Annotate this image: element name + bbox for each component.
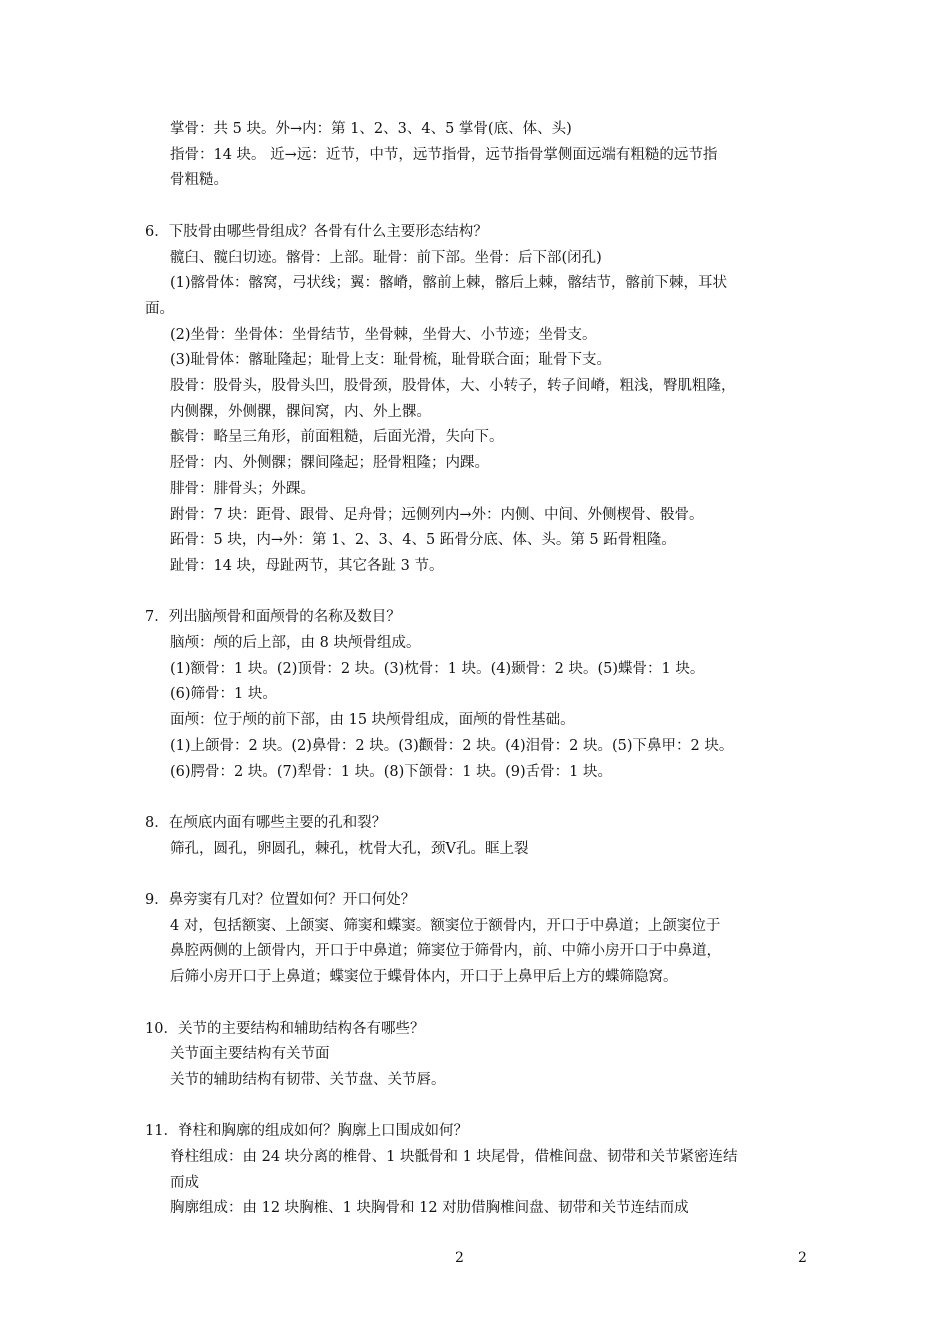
- text-line: 脑颅：颅的后上部，由 8 块颅骨组成。: [170, 635, 421, 652]
- text-line: 跗骨：7 块：距骨、跟骨、足舟骨；远侧列内→外：内侧、中间、外侧楔骨、骰骨。: [170, 506, 704, 523]
- text-line: 关节面主要结构有关节面: [170, 1046, 330, 1063]
- paragraph-gap: [145, 991, 810, 1017]
- question-line: 11．脊柱和胸廓的组成如何？胸廓上口围成如何？: [145, 1123, 468, 1140]
- text-line: 面颅：位于颅的前下部，由 15 块颅骨组成，面颅的骨性基础。: [170, 712, 575, 729]
- text-line: 髌骨：略呈三角形，前面粗糙，后面光滑，失向下。: [170, 429, 504, 446]
- text-line: 骨粗糙。: [170, 172, 228, 189]
- paragraph-gap: [145, 194, 810, 220]
- text-line: 内侧髁，外侧髁，髁间窝，内、外上髁。: [170, 403, 431, 420]
- question-line: 7．列出脑颅骨和面颅骨的名称及数目？: [145, 609, 401, 626]
- paragraph-gap: [145, 862, 810, 888]
- text-line: 鼻腔两侧的上颌骨内，开口于中鼻道；筛窦位于筛骨内，前、中筛小房开口于中鼻道，: [170, 943, 721, 960]
- question-line: 面。: [145, 300, 174, 317]
- question-line: 6．下肢骨由哪些骨组成？各骨有什么主要形态结构？: [145, 223, 488, 240]
- text-line: 趾骨：14 块，母趾两节，其它各趾 3 节。: [170, 557, 444, 574]
- text-line: 胸廓组成：由 12 块胸椎、1 块胸骨和 12 对肋借胸椎间盘、韧带和关节连结而成: [170, 1200, 689, 1217]
- text-line: (1)上颌骨：2 块。(2)鼻骨：2 块。(3)颧骨：2 块。(4)泪骨：2 块。(5)下鼻甲：2 块。: [170, 737, 734, 754]
- text-line: 跖骨：5 块，内→外：第 1、2、3、4、5 跖骨分底、体、头。第 5 跖骨粗隆。: [170, 532, 676, 549]
- question-line: 10．关节的主要结构和辅助结构各有哪些？: [145, 1020, 425, 1037]
- text-line: (6)筛骨：1 块。: [170, 686, 277, 703]
- text-line: 4 对，包括额窦、上颌窦、筛窦和蝶窦。额窦位于额骨内，开口于中鼻道；上颌窦位于: [170, 917, 721, 934]
- text-line: 脊柱组成：由 24 块分离的椎骨、1 块骶骨和 1 块尾骨，借椎间盘、韧带和关节紧密连结: [170, 1149, 738, 1166]
- page-number-center: 2: [455, 1250, 464, 1266]
- text-line: 髋臼、髋臼切迹。髂骨：上部。耻骨：前下部。坐骨：后下部(闭孔): [170, 249, 602, 266]
- page-number-right: 2: [798, 1250, 807, 1266]
- question-line: 9．鼻旁窦有几对？位置如何？开口何处？: [145, 892, 416, 909]
- text-line: (2)坐骨：坐骨体：坐骨结节，坐骨棘，坐骨大、小节迹；坐骨支。: [170, 326, 597, 343]
- paragraph-gap: [145, 785, 810, 811]
- text-line: (6)腭骨：2 块。(7)犁骨：1 块。(8)下颌骨：1 块。(9)舌骨：1 块。: [170, 763, 612, 780]
- text-line: 关节的辅助结构有韧带、关节盘、关节唇。: [170, 1071, 446, 1088]
- text-line: 筛孔，圆孔，卵圆孔，棘孔，枕骨大孔，颈Ⅴ孔。眶上裂: [170, 840, 529, 857]
- text-line: 而成: [170, 1174, 199, 1191]
- text-line: (1)髂骨体：髂窝，弓状线；翼：髂嵴，髂前上棘，髂后上棘，髂结节，髂前下棘，耳状: [170, 275, 728, 292]
- text-line: 股骨：股骨头，股骨头凹，股骨颈，股骨体，大、小转子，转子间嵴，粗浅，臀肌粗隆，: [170, 378, 736, 395]
- question-line: 8．在颅底内面有哪些主要的孔和裂？: [145, 814, 387, 831]
- text-line: 后筛小房开口于上鼻道；蝶窦位于蝶骨体内，开口于上鼻甲后上方的蝶筛隐窝。: [170, 969, 678, 986]
- text-line: 腓骨：腓骨头；外踝。: [170, 480, 315, 497]
- paragraph-gap: [145, 1094, 810, 1120]
- text-line: 胫骨：内、外侧髁；髁间隆起；胫骨粗隆；内踝。: [170, 455, 489, 472]
- text-line: (1)额骨：1 块。(2)顶骨：2 块。(3)枕骨：1 块。(4)颞骨：2 块。(5)蝶骨：1 块。: [170, 660, 705, 677]
- document-body: [145, 117, 810, 1222]
- text-line: 掌骨：共 5 块。外→内：第 1、2、3、4、5 掌骨(底、体、头): [170, 121, 572, 137]
- text-line: 指骨：14 块。 近→远：近节，中节，远节指骨，远节指骨掌侧面远端有粗糙的远节指: [170, 146, 718, 163]
- text-line: (3)耻骨体：髂耻隆起；耻骨上支：耻骨梳，耻骨联合面；耻骨下支。: [170, 352, 612, 369]
- paragraph-gap: [145, 580, 810, 606]
